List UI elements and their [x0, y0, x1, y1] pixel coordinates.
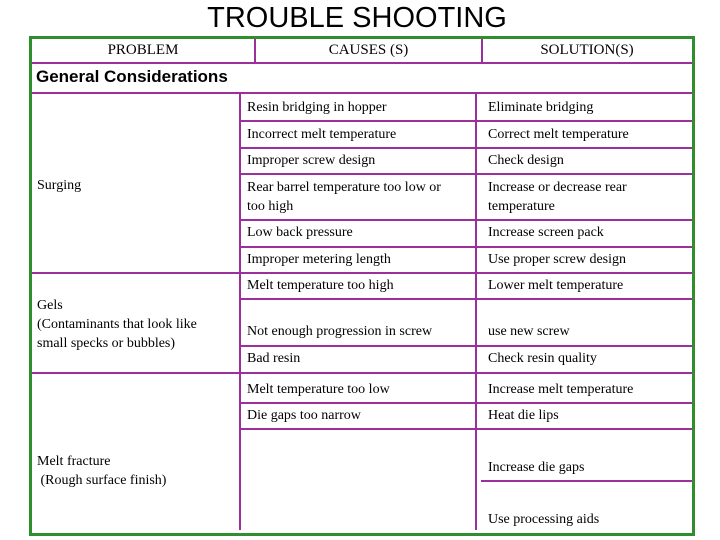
- cause-cell: Incorrect melt temperature: [247, 127, 397, 142]
- row-divider: [241, 246, 692, 248]
- cause-cell: Rear barrel temperature too low or: [247, 180, 441, 195]
- solution-cell: Increase or decrease rear: [488, 180, 627, 195]
- row-divider: [241, 219, 692, 221]
- solution-cell: Check design: [488, 153, 564, 168]
- header-solutions: SOLUTION(S): [540, 42, 634, 58]
- row-divider: [241, 345, 692, 347]
- solution-cell: temperature: [488, 199, 555, 214]
- row-divider: [32, 372, 692, 374]
- row-divider: [241, 147, 692, 149]
- solution-cell: Increase screen pack: [488, 225, 604, 240]
- solution-cell: Increase melt temperature: [488, 382, 634, 397]
- solution-cell: Check resin quality: [488, 351, 597, 366]
- problem-gels: Gels: [37, 298, 63, 313]
- section-heading: General Considerations: [36, 67, 228, 86]
- row-divider: [32, 272, 692, 274]
- solution-cell: Correct melt temperature: [488, 127, 629, 142]
- row-divider: [241, 173, 692, 175]
- row-divider: [481, 480, 692, 482]
- cause-cell: Improper screw design: [247, 153, 376, 168]
- cause-cell: Improper metering length: [247, 252, 391, 267]
- header-causes: CAUSES (S): [328, 42, 409, 58]
- row-divider: [241, 120, 692, 122]
- cause-cell: Resin bridging in hopper: [247, 100, 387, 115]
- problem-melt-fracture: Melt fracture: [37, 454, 111, 469]
- solution-cell: Increase die gaps: [488, 460, 585, 475]
- problem-gels-detail: (Contaminants that look like: [37, 317, 197, 332]
- column-divider: [475, 92, 477, 530]
- section-divider: [32, 92, 692, 94]
- solution-cell: Use proper screw design: [488, 252, 627, 267]
- cause-cell: Not enough progression in screw: [247, 324, 433, 339]
- cause-cell: Low back pressure: [247, 225, 353, 240]
- cause-cell: too high: [247, 199, 294, 214]
- cause-cell: Melt temperature too low: [247, 382, 390, 397]
- problem-melt-fracture-detail: (Rough surface finish): [37, 473, 167, 488]
- problem-surging: Surging: [37, 178, 82, 193]
- header-divider: [32, 62, 692, 64]
- column-divider: [239, 92, 241, 530]
- row-divider: [241, 298, 692, 300]
- cause-cell: Melt temperature too high: [247, 278, 394, 293]
- solution-cell: Use processing aids: [488, 512, 600, 527]
- solution-cell: Eliminate bridging: [488, 100, 594, 115]
- row-divider: [241, 428, 692, 430]
- solution-cell: Heat die lips: [488, 408, 559, 423]
- row-divider: [241, 402, 692, 404]
- solution-cell: Lower melt temperature: [488, 278, 624, 293]
- cause-cell: Die gaps too narrow: [247, 408, 361, 423]
- solution-cell: use new screw: [488, 324, 570, 339]
- cause-cell: Bad resin: [247, 351, 301, 366]
- problem-gels-detail: small specks or bubbles): [37, 336, 176, 351]
- page-title: TROUBLE SHOOTING: [207, 2, 507, 34]
- header-problem: PROBLEM: [107, 42, 179, 58]
